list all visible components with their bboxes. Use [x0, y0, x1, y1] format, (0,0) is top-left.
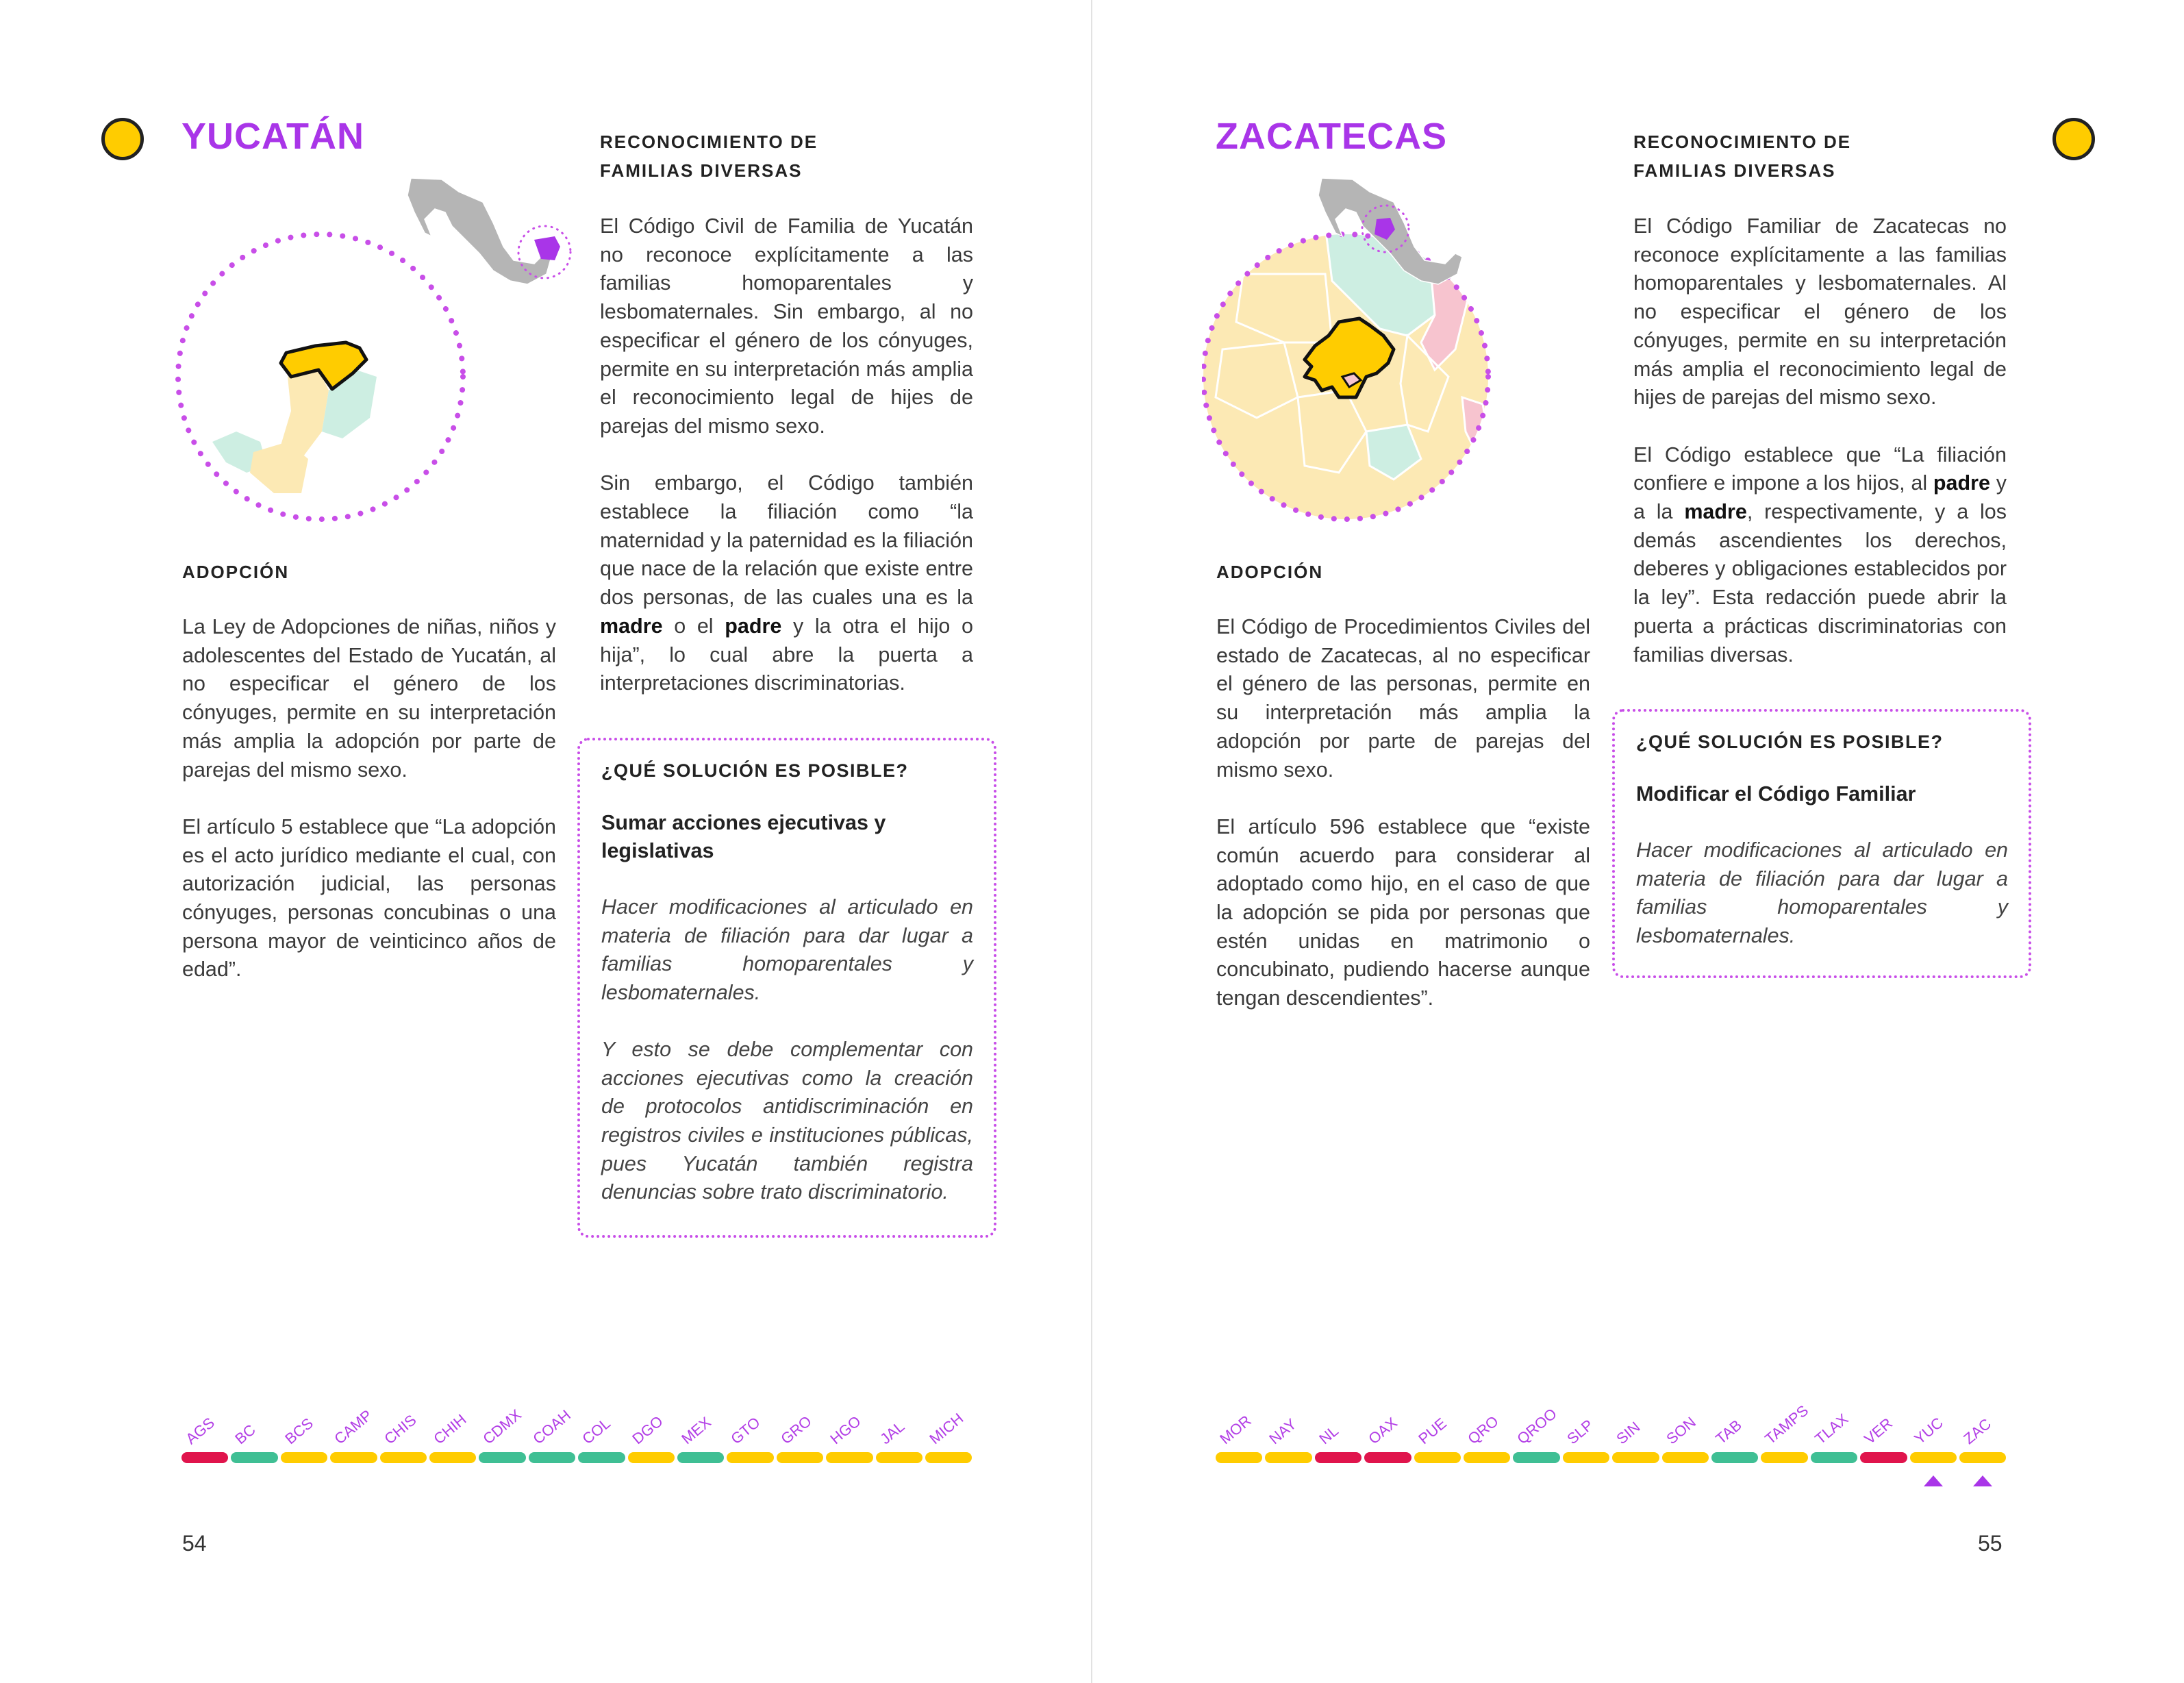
mexico-mini-map-icon	[407, 178, 560, 284]
page-number: 54	[182, 1531, 207, 1556]
timeline-label-cdmx: CDMX	[479, 1406, 525, 1448]
timeline-label-col: COL	[579, 1414, 614, 1448]
timeline-segment-oax	[1364, 1452, 1411, 1463]
adopcion-paragraph-1: La Ley de Adopciones de niñas, niños y adolescentes del Estado de Yucatán, al no especificar el género de los cónyuges, permite en su interpretación más amplia la adopción por parte de parejas del mismo sexo.	[182, 615, 556, 782]
timeline-segment-sin	[1612, 1452, 1659, 1463]
timeline-segment-jal	[876, 1452, 922, 1463]
reconocimiento-paragraph-2: El Código establece que “La filiación confiere e impone a los hijos, al padre y a la madre, respectivamente, y a los demás ascendientes los derechos, deberes y obligaciones establecidos por la ley”. Esta redacción puede abrir la puerta a prácticas discriminatorias con familias diversas.	[1633, 442, 2007, 666]
timeline-segment-tlax	[1811, 1452, 1857, 1463]
reconocimiento-text	[600, 212, 973, 698]
timeline-segment-coah	[529, 1452, 575, 1463]
timeline-label-tamps: TAMPS	[1761, 1401, 1812, 1448]
timeline-label-bc: BC	[231, 1421, 260, 1448]
solution-box	[1612, 709, 2031, 978]
reconocimiento-text	[1633, 212, 2007, 669]
current-state-marker-icon	[1973, 1475, 1992, 1486]
timeline-segment-slp	[1563, 1452, 1609, 1463]
yucatan-map	[171, 171, 582, 527]
timeline-segment-chih	[429, 1452, 476, 1463]
timeline-segment-qro	[1464, 1452, 1510, 1463]
timeline-segment-son	[1662, 1452, 1709, 1463]
solution-title: Modificar el Código Familiar	[1636, 782, 1916, 806]
timeline-label-mich: MICH	[926, 1409, 967, 1448]
timeline-segment-camp	[330, 1452, 377, 1463]
timeline-segment-pue	[1414, 1452, 1461, 1463]
state-title-zacatecas: ZACATECAS	[1216, 116, 1447, 157]
state-timeline	[1216, 1391, 2010, 1480]
timeline-segment-mor	[1216, 1452, 1262, 1463]
timeline-label-mor: MOR	[1216, 1412, 1255, 1448]
heading-reconocimiento: RECONOCIMIENTO DE FAMILIAS DIVERSAS	[1633, 132, 1852, 181]
timeline-segment-chis	[380, 1452, 427, 1463]
timeline-label-chih: CHIH	[430, 1410, 470, 1448]
timeline-segment-ags	[181, 1452, 228, 1463]
timeline-segment-ver	[1860, 1452, 1907, 1463]
timeline-label-hgo: HGO	[827, 1412, 864, 1448]
timeline-label-oax: OAX	[1365, 1414, 1401, 1448]
timeline-label-mex: MEX	[678, 1413, 714, 1448]
solution-box	[577, 738, 996, 1238]
timeline-segment-tamps	[1761, 1452, 1807, 1463]
timeline-label-camp: CAMP	[331, 1406, 376, 1448]
timeline-segment-dgo	[628, 1452, 675, 1463]
timeline-segment-qroo	[1513, 1452, 1559, 1463]
timeline-label-slp: SLP	[1564, 1416, 1597, 1448]
reconocimiento-paragraph-1: El Código Civil de Familia de Yucatán no reconoce explícitamente a las familias homoparentales y lesbomaternales. Sin embargo, al no especificar el género de los cónyuges, permite en su interpretación más amplia el reconocimiento legal de hijes de parejas del mismo sexo.	[600, 214, 973, 438]
state-title-yucatan: YUCATÁN	[181, 116, 364, 157]
adopcion-paragraph-2: El artículo 596 establece que “existe común acuerdo para considerar al adoptado como hijo, en el caso de que la adopción se pida por personas que estén unidas en matrimonio o concubinato, pudiendo hacerse aunque tengan descendientes”.	[1216, 814, 1590, 1010]
current-state-marker-icon	[1924, 1475, 1943, 1486]
timeline-segment-bcs	[281, 1452, 327, 1463]
timeline-label-pue: PUE	[1414, 1414, 1450, 1448]
reconocimiento-paragraph-2: Sin embargo, el Código también establece la filiación como “la maternidad y la paternidad es la filiación que nace de la relación que existe entre dos personas, de las cuales una es la madre o el padre y la otra el hijo o hija”, lo cual abre la puerta a interpretaciones discriminatorias.	[600, 471, 973, 695]
solution-paragraph-1: Hacer modificaciones al articulado en materia de filiación para dar lugar a familias homoparentales y lesbomaternales.	[1636, 838, 2008, 948]
timeline-label-yuc: YUC	[1910, 1414, 1946, 1448]
timeline-label-qro: QRO	[1464, 1412, 1502, 1448]
adopcion-paragraph-2: El artículo 5 establece que “La adopción es el acto jurídico mediante el cual, con autorización judicial, las personas cónyuges, personas concubinas o una persona mayor de veinticinco años de edad”.	[182, 814, 556, 982]
solution-paragraph-1: Hacer modificaciones al articulado en materia de filiación para dar lugar a familias homoparentales y lesbomaternales.	[601, 895, 973, 1005]
timeline-segment-nay	[1265, 1452, 1311, 1463]
timeline-segment-tab	[1711, 1452, 1758, 1463]
timeline-label-sin: SIN	[1613, 1418, 1644, 1448]
timeline-label-tlax: TLAX	[1811, 1410, 1852, 1448]
solution-question: ¿QUÉ SOLUCIÓN ES POSIBLE?	[1636, 732, 1944, 752]
adopcion-text	[1216, 613, 1590, 1013]
heading-reconocimiento: RECONOCIMIENTO DE FAMILIAS DIVERSAS	[600, 132, 818, 181]
timeline-label-nl: NL	[1316, 1422, 1342, 1448]
state-timeline	[181, 1391, 976, 1480]
timeline-label-gto: GTO	[727, 1413, 764, 1448]
timeline-segment-nl	[1315, 1452, 1361, 1463]
solution-paragraph-2: Y esto se debe complementar con acciones ejecutivas como la creación de protocolos antidiscriminación en registros civiles e instituciones públicas, pues Yucatán también registra denuncias sobre trato discriminatorio.	[601, 1037, 973, 1204]
heading-adopcion: ADOPCIÓN	[1216, 562, 1324, 582]
timeline-label-bcs: BCS	[281, 1414, 316, 1448]
solution-title: Sumar acciones ejecutivas y legislativas	[601, 811, 886, 862]
reconocimiento-paragraph-1: El Código Familiar de Zacatecas no reconoce explícitamente a las familias homoparentales y lesbomaternales. Al no especificar el género de los cónyuges, permite en su interpretación más amplia el reconocimiento legal de hijes de parejas del mismo sexo.	[1633, 214, 2007, 410]
timeline-label-gro: GRO	[777, 1412, 815, 1448]
timeline-label-coah: COAH	[529, 1406, 574, 1448]
adopcion-paragraph-1: El Código de Procedimientos Civiles del estado de Zacatecas, al no especificar el género de las personas, permite en su interpretación más amplia la adopción por parte de parejas del mismo sexo.	[1216, 615, 1590, 782]
timeline-label-dgo: DGO	[628, 1412, 666, 1448]
timeline-segment-col	[578, 1452, 625, 1463]
solution-question: ¿QUÉ SOLUCIÓN ES POSIBLE?	[601, 760, 909, 781]
right-page	[1092, 0, 2184, 1683]
timeline-segment-gro	[777, 1452, 823, 1463]
page-number: 55	[1978, 1531, 2003, 1556]
timeline-label-nay: NAY	[1266, 1415, 1301, 1448]
heading-adopcion: ADOPCIÓN	[182, 562, 290, 582]
timeline-segment-cdmx	[479, 1452, 525, 1463]
zacatecas-map	[1202, 171, 1585, 527]
adopcion-text	[182, 613, 556, 984]
timeline-label-tab: TAB	[1712, 1416, 1745, 1448]
timeline-label-jal: JAL	[876, 1417, 908, 1448]
timeline-segment-zac	[1959, 1452, 2006, 1463]
timeline-segment-bc	[231, 1452, 277, 1463]
timeline-segment-yuc	[1910, 1452, 1957, 1463]
timeline-segment-mex	[677, 1452, 724, 1463]
timeline-label-son: SON	[1662, 1413, 1699, 1448]
timeline-segment-mich	[925, 1452, 972, 1463]
timeline-label-zac: ZAC	[1960, 1414, 1995, 1448]
timeline-label-chis: CHIS	[380, 1411, 420, 1448]
timeline-label-ags: AGS	[182, 1414, 218, 1448]
timeline-label-ver: VER	[1861, 1414, 1896, 1448]
timeline-label-qroo: QROO	[1514, 1404, 1561, 1448]
yellow-dot-marker	[2053, 118, 2095, 160]
yellow-dot-marker	[101, 118, 144, 160]
timeline-segment-hgo	[826, 1452, 873, 1463]
timeline-segment-gto	[727, 1452, 773, 1463]
